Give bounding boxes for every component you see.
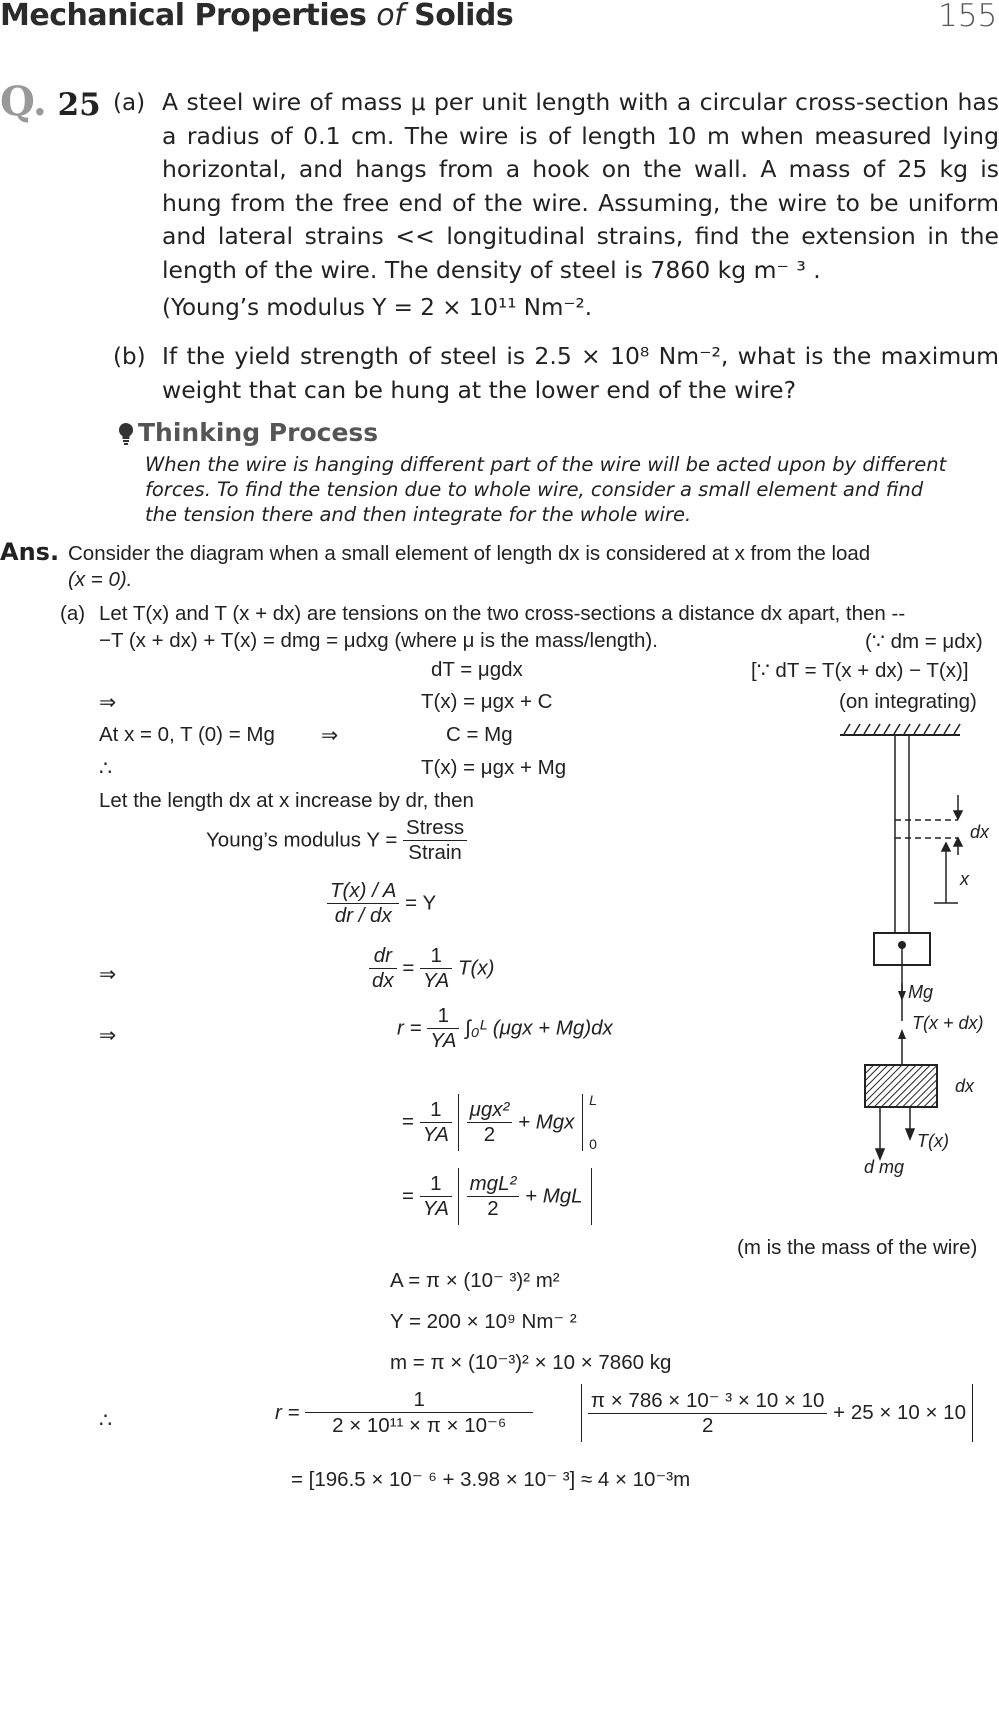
answer-line-6: T(x) = μgx + Mg (421, 756, 567, 779)
eq3-lhs: r = (397, 1016, 422, 1040)
eq3-integral: ∫₀ᴸ (μgx + Mg)dx (465, 1016, 613, 1040)
eq4-inner-den: 2 (483, 1122, 496, 1146)
part-b-text: If the yield strength of steel is 2.5 × 10⁸ Nm⁻², what is the maximum weight that can be hung at the lower end of the wire? (162, 342, 999, 404)
eq4-limit-top: L (589, 1092, 597, 1108)
young-line: Y = 200 × 10⁹ Nm⁻ ² (390, 1310, 577, 1333)
final-bracket (581, 1384, 973, 1442)
eq4-inner-frac (467, 1098, 513, 1147)
eq2-one: 1 (420, 944, 452, 969)
eq4-one: 1 (420, 1098, 452, 1123)
eq3-frac (427, 1004, 459, 1053)
final-inner-frac (588, 1388, 828, 1438)
final-lhs: r = (275, 1401, 300, 1424)
title-text-2: Solids (404, 0, 514, 33)
eq5-bracket (458, 1168, 592, 1225)
answer-part-a-label: (a) (60, 602, 86, 625)
eq5-ya: YA (422, 1197, 449, 1220)
answer-line-1: Let T(x) and T (x + dx) are tensions on the two cross-sections a distance dx apart, then -- (99, 602, 906, 625)
answer-label: Ans. (0, 538, 60, 566)
final-frac (305, 1388, 533, 1438)
eq5-inner-frac (467, 1172, 520, 1221)
part-b-label: (b) (113, 344, 146, 370)
eq2-frac-right (420, 944, 452, 993)
answer-line-5-left: At x = 0, T (0) = Mg (99, 723, 275, 746)
answer-line-2: −T (x + dx) + T(x) = dmg = μdxg (where μ is the mass/length). (99, 629, 658, 652)
answer-line-7: Let the length dx at x increase by dr, then (99, 789, 474, 812)
eq5-inner-den: 2 (487, 1197, 499, 1220)
final-result: = [196.5 × 10⁻ ⁶ + 3.98 × 10⁻ ³] ≈ 4 × 10⁻³m (291, 1468, 691, 1491)
eq4-inner-num: μgx² (467, 1098, 513, 1123)
ym-den: Strain (408, 841, 462, 864)
mass-note: (m is the mass of the wire) (737, 1236, 978, 1259)
youngs-modulus-eq (206, 816, 467, 865)
label-dmg: d mg (864, 1157, 905, 1177)
label-dx: dx (970, 822, 990, 842)
eq5-frac (420, 1172, 452, 1221)
question-number (0, 78, 101, 125)
eq4-limit-bot: 0 (589, 1136, 597, 1152)
answer-intro-1: Consider the diagram when a small element of length dx is considered at x from the load (68, 542, 871, 565)
answer-line-4-note: (on integrating) (839, 690, 977, 713)
part-a-label: (a) (113, 90, 146, 116)
thinking-process-body: When the wire is hanging different part of the wire will be acted upon by different forces. To find the tension due to whole wire, consider a small element and find the tension there and then integrate for the whole wire. (145, 453, 947, 526)
part-a-text: A steel wire of mass μ per unit length with a circular cross-section has a radius of 0.1 cm. The wire is of length 10 m when measured lying horizontal, and hangs from a hook on the wall. A mass of 25 kg is hung from the free end of the wire. Assuming, the wire to be uniform and lateral strains << longitudinal strains, find the extension in the length of the wire. The density of steel is 7860 kg m⁻ ³ . (162, 88, 999, 284)
eq4-frac (420, 1098, 452, 1147)
answer-line-3-note: [∵ dT = T(x + dx) − T(x)] (751, 659, 969, 682)
eq4-bracket (458, 1094, 584, 1151)
eq2-ya: YA (423, 969, 450, 992)
answer-line-4: T(x) = μgx + C (421, 690, 553, 713)
final-inner-den: 2 (701, 1414, 714, 1437)
eq4-rest: + Mgx (518, 1110, 575, 1133)
final-inner-rest: + 25 × 10 × 10 (833, 1401, 966, 1424)
answer-intro-2: (x = 0). (68, 568, 133, 591)
thinking-heading-text: Thinking Process (138, 418, 379, 447)
eq2-frac-left (369, 944, 397, 993)
implies-symbol-2: ⇒ (321, 724, 339, 747)
final-den: 2 × 10¹¹ × π × 10⁻⁶ (332, 1414, 507, 1437)
eq2-den: dx (372, 969, 394, 992)
element-block (865, 1029, 937, 1107)
dx-arrows (954, 795, 962, 855)
wire (895, 735, 909, 933)
equation-1 (327, 879, 436, 928)
label-tx: T(x) (917, 1131, 949, 1151)
eq3-ya: YA (430, 1029, 457, 1052)
eq2-num: dr (369, 944, 397, 969)
equation-4 (402, 1078, 597, 1166)
lightbulb-icon (118, 422, 134, 451)
ym-label: Young’s modulus Y = (206, 828, 398, 852)
final-one: 1 (305, 1388, 533, 1413)
ceiling-hatch (840, 724, 960, 735)
question-num: 25 (57, 87, 101, 123)
youngs-modulus-note: (Young’s modulus Y = 2 × 10¹¹ Nm⁻². (162, 295, 593, 321)
thinking-process-heading (118, 418, 378, 451)
therefore-symbol-2: ∴ (99, 1409, 113, 1432)
page-header-title (0, 0, 513, 33)
eq3-one: 1 (427, 1004, 459, 1029)
eq1-fraction (327, 879, 399, 928)
eq5-one: 1 (420, 1172, 452, 1197)
answer-line-5-right: C = Mg (446, 723, 513, 746)
final-inner-num: π × 786 × 10⁻ ³ × 10 × 10 (588, 1388, 828, 1414)
element-dx-marks (895, 820, 958, 838)
area-line: A = π × (10⁻ ³)² m² (390, 1269, 560, 1292)
eq2-rhs: T(x) (457, 956, 495, 980)
therefore-symbol-1: ∴ (99, 757, 113, 780)
implies-symbol-4: ⇒ (99, 1024, 117, 1047)
question-letter: Q. (0, 78, 47, 125)
title-of: of (376, 0, 405, 33)
eq4-ya: YA (422, 1122, 449, 1146)
eq1-den: dr / dx (334, 904, 392, 927)
page-number: 155 (938, 0, 998, 34)
ym-num: Stress (403, 816, 467, 841)
eq5-rest: + MgL (525, 1184, 583, 1208)
answer-line-2-note: (∵ dm = μdx) (865, 630, 983, 653)
eq1-rhs: = Y (405, 891, 437, 915)
implies-symbol-1: ⇒ (99, 691, 117, 714)
eq1-num: T(x) / A (327, 879, 399, 904)
eq2-equals: = (402, 956, 415, 980)
title-text: Mechanical Properties (0, 0, 377, 33)
x-arrow (934, 843, 958, 903)
ym-fraction (403, 816, 467, 865)
label-t-x-dx: T(x + dx) (912, 1013, 984, 1033)
answer-line-3: dT = μgdx (431, 658, 523, 681)
element-bottom-arrows (876, 1107, 914, 1159)
label-x: x (960, 869, 969, 889)
equation-3 (397, 1004, 613, 1053)
wire-diagram (820, 715, 999, 1225)
equation-2 (369, 944, 494, 993)
eq4-equals: = (402, 1110, 414, 1133)
eq5-equals: = (402, 1184, 414, 1208)
implies-symbol-3: ⇒ (99, 963, 117, 986)
equation-5 (402, 1168, 592, 1225)
label-dx-2: dx (955, 1076, 975, 1096)
eq5-inner-num: mgL² (467, 1172, 520, 1197)
final-equation (275, 1384, 973, 1442)
eq4-limits (589, 1078, 597, 1166)
mass-line: m = π × (10⁻³)² × 10 × 7860 kg (390, 1351, 672, 1374)
label-mg: Mg (908, 982, 934, 1002)
